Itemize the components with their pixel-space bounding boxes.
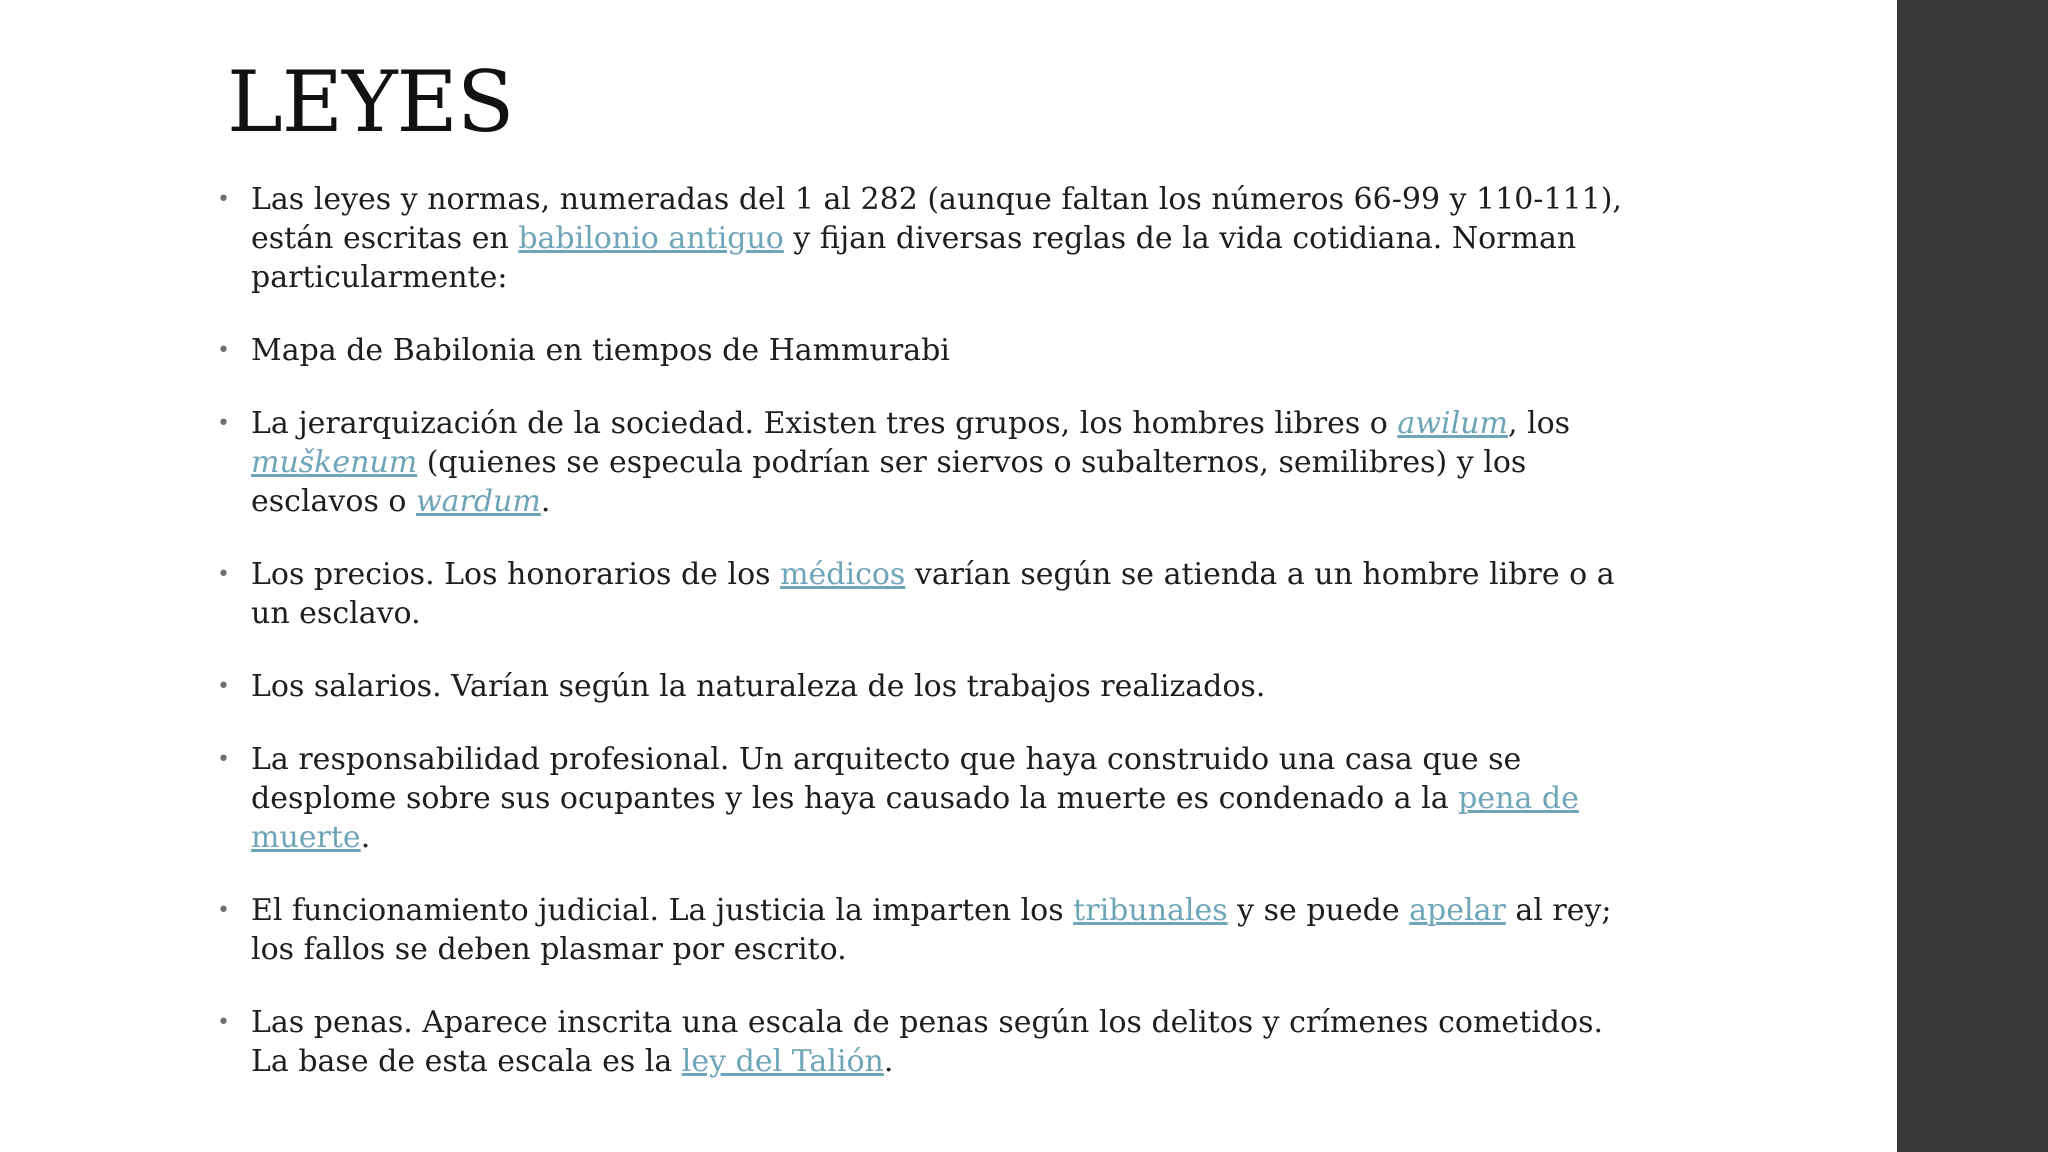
link-babilonio-antiguo[interactable]: babilonio antiguo	[518, 221, 784, 256]
bullet-text: La jerarquización de la sociedad. Existen tres grupos, los hombres libres o	[251, 406, 1398, 441]
bullet-dot-icon: •	[217, 898, 230, 923]
bullet-text: .	[540, 484, 551, 519]
bullet-text: La responsabilidad profesional. Un arquitecto que haya construido una casa que se desplome sobre sus ocupantes y les haya causado la muerte es condenado a la	[251, 742, 1522, 816]
bullet-dot-icon: •	[217, 562, 230, 587]
slide-title: LEYES	[227, 53, 514, 151]
link-wardum[interactable]: wardum	[415, 484, 541, 519]
bullet-item	[217, 555, 1647, 633]
sidebar-decoration	[1897, 0, 2048, 1152]
bullet-dot-icon: •	[217, 1010, 230, 1035]
link-pena-de-muerte[interactable]: pena de muerte	[251, 781, 1579, 855]
bullet-dot-icon: •	[217, 747, 230, 772]
bullet-text: .	[360, 820, 371, 855]
link-medicos[interactable]: médicos	[780, 557, 906, 592]
link-apelar[interactable]: apelar	[1409, 893, 1506, 928]
bullet-item	[217, 740, 1647, 857]
bullet-item	[217, 180, 1647, 297]
bullet-item	[217, 1003, 1647, 1081]
bullet-text: Los precios. Los honorarios de los	[251, 557, 781, 592]
bullet-list	[217, 180, 1647, 1115]
bullet-text: .	[883, 1044, 894, 1079]
bullet-dot-icon: •	[217, 338, 230, 363]
bullet-text: y fijan diversas reglas de la vida cotidiana. Norman particularmente:	[251, 221, 1577, 295]
bullet-dot-icon: •	[217, 411, 230, 436]
link-ley-del-talion[interactable]: ley del Talión	[681, 1044, 884, 1079]
link-awilum[interactable]: awilum	[1397, 406, 1508, 441]
link-muskenum[interactable]: muškenum	[251, 445, 418, 480]
bullet-text: (quienes se especula podrían ser siervos o subalternos, semilibres) y los esclavos o	[251, 445, 1527, 519]
bullet-text: Los salarios. Varían según la naturaleza de los trabajos realizados.	[251, 669, 1266, 704]
link-tribunales[interactable]: tribunales	[1073, 893, 1228, 928]
bullet-item	[217, 667, 1647, 706]
bullet-item	[217, 331, 1647, 370]
bullet-text: , los	[1507, 406, 1571, 441]
bullet-text: Las leyes y normas, numeradas del 1 al 282 (aunque faltan los números 66-99 y 110-111), están escritas en	[251, 182, 1622, 256]
bullet-dot-icon: •	[217, 674, 230, 699]
bullet-text: Mapa de Babilonia en tiempos de Hammurabi	[251, 333, 950, 368]
bullet-text: Las penas. Aparece inscrita una escala de penas según los delitos y crímenes cometidos. La base de esta escala es la	[251, 1005, 1604, 1079]
bullet-item	[217, 891, 1647, 969]
bullet-item	[217, 404, 1647, 521]
bullet-text: varían según se atienda a un hombre libre o a un esclavo.	[251, 557, 1615, 631]
bullet-text: y se puede	[1227, 893, 1410, 928]
bullet-text: El funcionamiento judicial. La justicia la imparten los	[251, 893, 1074, 928]
bullet-dot-icon: •	[217, 187, 230, 212]
bullet-text: al rey; los fallos se deben plasmar por escrito.	[251, 893, 1612, 967]
